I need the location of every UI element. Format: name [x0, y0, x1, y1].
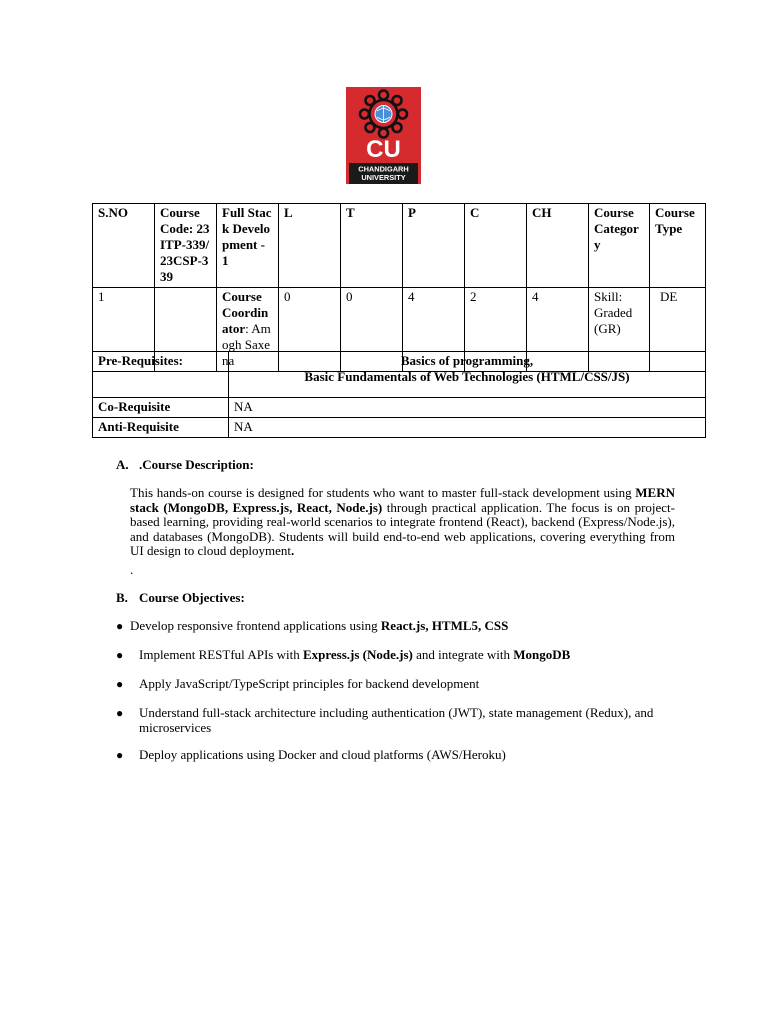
objective-item — [0, 706, 768, 738]
section-b-marker: B. — [116, 590, 128, 605]
description-end: . — [291, 543, 295, 558]
header-sno: S.NO — [93, 204, 155, 288]
row-category: Skill: Graded (GR) — [589, 288, 650, 372]
logo-letters: CU — [366, 136, 401, 163]
row-c: 2 — [465, 288, 527, 372]
co-requisite-row — [93, 398, 706, 418]
table-header-row — [93, 204, 706, 288]
objective-3: Apply JavaScript/TypeScript principles for backend development — [139, 676, 480, 691]
pre-requisites-value — [229, 352, 706, 398]
course-code-label: Course Code: — [160, 205, 200, 236]
anti-requisite-row — [93, 418, 706, 438]
description-mern: MERN stack (MongoDB, Express.js, React, Node.js) — [130, 485, 675, 515]
bullet-icon: ● — [116, 706, 124, 720]
cu-emblem-icon — [346, 87, 421, 184]
objective-item — [0, 648, 768, 664]
header-course-category: Course Category — [589, 204, 650, 288]
objective-1-text: Develop responsive frontend applications using — [130, 618, 381, 633]
row-type: DE — [650, 288, 706, 372]
logo-line1: CHANDIGARH — [358, 164, 409, 174]
header-t: T — [341, 204, 403, 288]
trailing-dot: . — [130, 562, 134, 577]
objective-2-bold: Express.js (Node.js) — [302, 647, 413, 662]
coordinator-name: Amogh Saxena — [222, 321, 271, 368]
objective-2-bold2: MongoDB — [513, 647, 571, 662]
coordinator-label: Course Coordinator — [222, 289, 269, 336]
co-requisite-label: Co-Requisite — [93, 398, 229, 418]
logo-line2: UNIVERSITY — [361, 173, 406, 182]
pre-requisites-line1: Basics of programming, — [400, 353, 534, 368]
bullet-icon: ● — [116, 648, 124, 662]
description-text-2: through practical application. The focus is on project-based learning, providing real-world scenarios to integrate frontend (React), backend (Express/Node.js), and databases (MongoDB). Students will build end-to-end web applications, covering everything from UI design to cloud deployment — [130, 499, 675, 558]
section-a-marker: A. — [116, 457, 129, 472]
objective-1-bold: React.js, HTML5, CSS — [380, 618, 509, 633]
row-l: 0 — [279, 288, 341, 372]
pre-requisites-line2: Basic Fundamentals of Web Technologies (HTML/CSS/JS) — [304, 369, 630, 384]
objective-item — [0, 748, 768, 764]
university-logo — [346, 87, 421, 184]
course-info-table — [92, 203, 706, 372]
course-description — [130, 486, 675, 559]
header-course-title: Full Stack Development - 1 — [217, 204, 279, 288]
bullet-icon: ● — [116, 619, 124, 633]
header-course-type: Course Type — [650, 204, 706, 288]
objective-1 — [130, 619, 508, 634]
objective-item — [0, 677, 768, 693]
anti-requisite-label: Anti-Requisite — [93, 418, 229, 438]
objective-5: Deploy applications using Docker and cloud platforms (AWS/Heroku) — [139, 747, 506, 762]
objective-2 — [139, 648, 570, 663]
co-requisite-value: NA — [229, 398, 706, 418]
row-t: 0 — [341, 288, 403, 372]
header-c: C — [465, 204, 527, 288]
section-b-title: Course Objectives: — [139, 590, 245, 605]
course-code-value: 23ITP-339/23CSP-339 — [160, 221, 210, 284]
header-l: L — [279, 204, 341, 288]
pre-requisites-label: Pre-Requisites: — [93, 352, 229, 398]
section-a-title: .Course Description: — [139, 457, 254, 472]
header-p: P — [403, 204, 465, 288]
objective-4: Understand full-stack architecture including authentication (JWT), state management (Redux), and microservices — [139, 705, 654, 735]
pre-requisites-row — [93, 352, 706, 398]
requisites-table — [92, 351, 706, 438]
objective-2-mid: and integrate with — [412, 647, 514, 662]
row-ch: 4 — [527, 288, 589, 372]
bullet-icon: ● — [116, 748, 124, 762]
header-ch: CH — [527, 204, 589, 288]
description-text-1: This hands-on course is designed for students who want to master full-stack development using — [130, 485, 636, 500]
objective-2-text: Implement RESTful APIs with — [139, 647, 303, 662]
row-p: 4 — [403, 288, 465, 372]
header-course-code — [155, 204, 217, 288]
coordinator-colon: : — [245, 321, 249, 336]
bullet-icon: ● — [116, 677, 124, 691]
anti-requisite-value: NA — [229, 418, 706, 438]
row-sno: 1 — [93, 288, 155, 372]
objective-item — [0, 619, 768, 635]
